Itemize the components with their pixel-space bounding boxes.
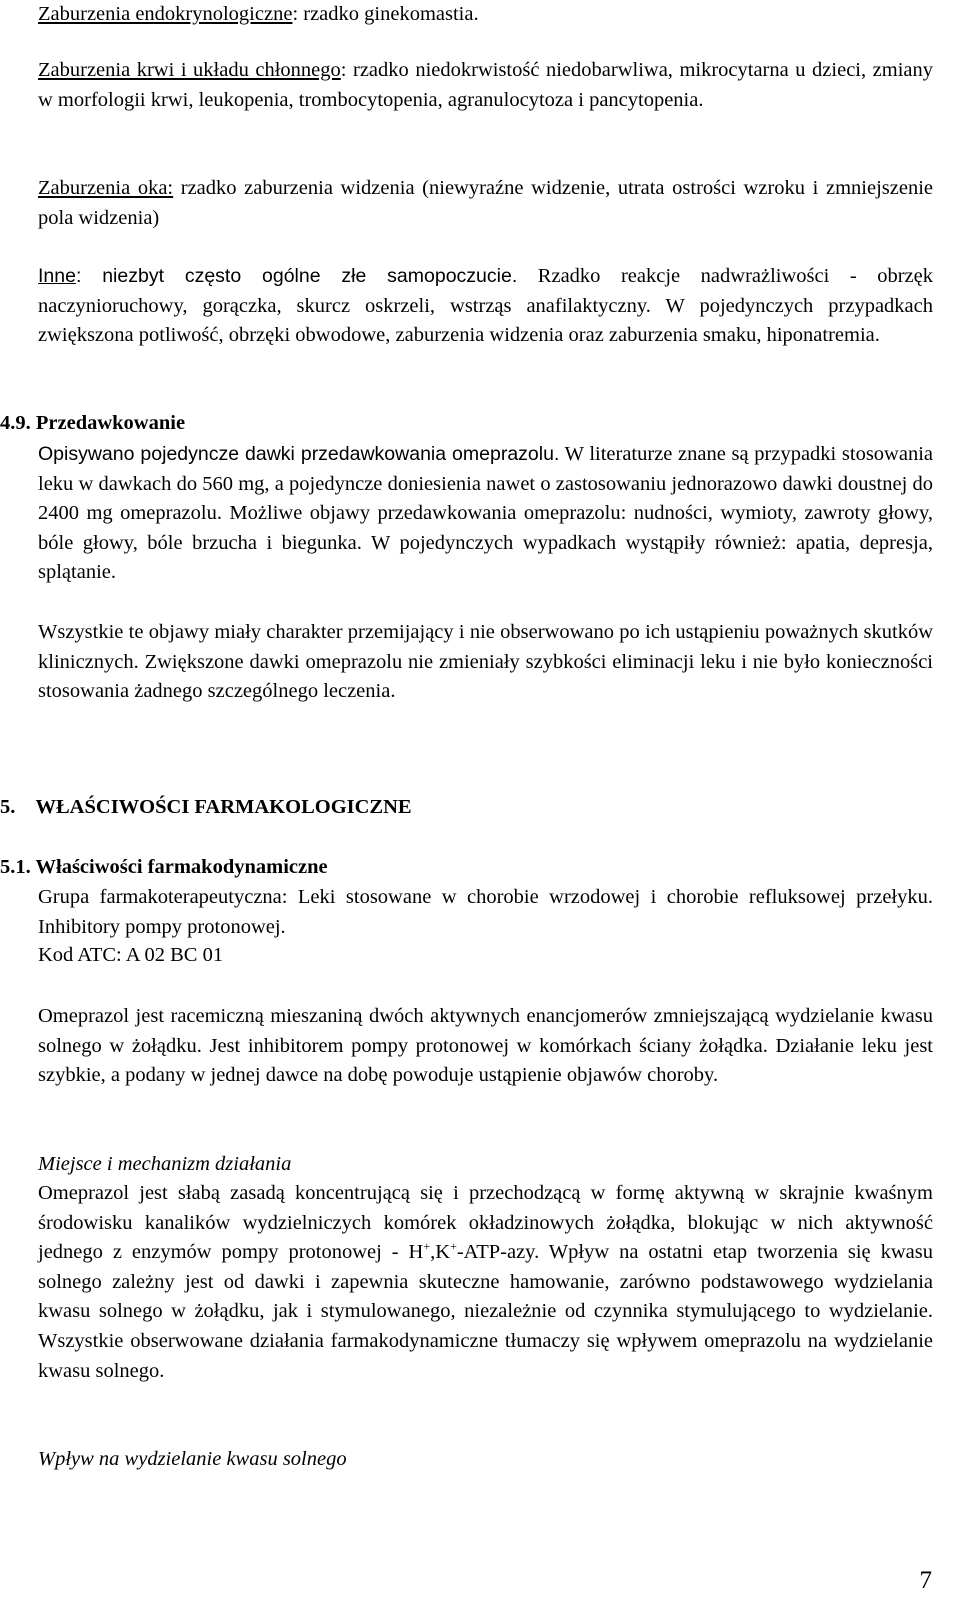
heading-pharmacodynamics: 5.1. Właściwości farmakodynamiczne (0, 856, 328, 878)
heading-pharmacological-properties: 5. WŁAŚCIWOŚCI FARMAKOLOGICZNE (0, 796, 412, 818)
mechanism-comma: ,K (430, 1241, 451, 1264)
mechanism-text-b: -ATP-azy. Wpływ na ostatni etap tworzenia się kwasu solnego zależny jest od dawki i zapewnia skuteczne hamowanie, zarówno podstawowego wydzielania kwasu solnego w żołądku, jak i stymulowanego, niezależnie od czynnika stymulującego to wydzielanie. Wszystkie obserwowane działania farmakodynamiczne tłumaczy się wpływem omeprazolu na wydzielanie kwasu solnego. (38, 1241, 933, 1382)
eye-text: rzadko zaburzenia widzenia (niewyraźne widzenie, utrata ostrości wzroku i zmniejszenie pola widzenia) (38, 177, 933, 229)
paragraph-omeprazole-intro: Omeprazol jest racemiczną mieszaniną dwóch aktywnych enancjomerów zmniejszającą wydzielanie kwasu solnego w żołądku. Jest inhibitorem pompy protonowej w komórkach ściany żołądka. Działanie leku jest szybkie, a podany w jednej dawce na dobę powoduje ustąpienie objawów choroby. (38, 1005, 933, 1087)
blood-label: Zaburzenia krwi i układu chłonnego (38, 59, 341, 81)
paragraph-eye (38, 174, 933, 233)
paragraph-overdose-2: Wszystkie te objawy miały charakter przemijający i nie obserwowano po ich ustąpieniu poważnych skutków klinicznych. Zwiększone dawki omeprazolu nie zmieniały szybkości eliminacji leku i nie było konieczności stosowania żadnego szczególnego leczenia. (38, 621, 933, 703)
other-text: : niezbyt często ogólne złe samopoczucie. (75, 265, 518, 287)
paragraph-blood (38, 56, 933, 115)
heading-mechanism: Miejsce i mechanizm działania (38, 1153, 292, 1175)
atc-code: Kod ATC: A 02 BC 01 (38, 944, 224, 966)
paragraph-pharmacotherapeutic-group: Grupa farmakoterapeutyczna: Leki stosowane w chorobie wrzodowej i chorobie refluksowej przełyku. Inhibitory pompy protonowej. (38, 886, 933, 938)
blood-text: : rzadko niedokrwistość niedobarwliwa, mikrocytarna u dzieci, zmiany w morfologii krwi, leukopenia, trombocytopenia, agranulocytoza i pancytopenia. (38, 59, 933, 111)
other-label: Inne (38, 265, 76, 287)
paragraph-mechanism (38, 1179, 933, 1386)
proton-sup-2: + (450, 1239, 457, 1254)
overdose-text-b: W literaturze znane są przypadki stosowania leku w dawkach do 560 mg, a pojedyncze doniesienia nawet o zastosowaniu jednorazowo dawki doustnej do 2400 mg omeprazolu. Możliwe objawy przedawkowania omeprazolu: nudności, wymioty, zawroty głowy, bóle głowy, bóle brzucha i biegunka. W pojedynczych wypadkach wystąpiły również: apatia, depresja, splątanie. (38, 443, 934, 584)
eye-label: Zaburzenia oka: (38, 177, 174, 199)
paragraph-endocrine (38, 0, 933, 30)
other-text-2: Rzadko reakcje nadwrażliwości - obrzęk naczynioruchowy, gorączka, skurcz oskrzeli, wstrząs anafilaktyczny. W pojedynczych przypadkach zwiększona potliwość, obrzęki obwodowe, zaburzenia widzenia oraz zaburzenia smaku, hiponatremia. (38, 265, 933, 347)
mechanism-text-a: Omeprazol jest słabą zasadą koncentrującą się i przechodzącą w formę aktywną w skrajnie kwaśnym środowisku kanalików wydzielniczych komórek okładzinowych żołądka, blokując w nich aktywność jednego z enzymów pompy protonowej - H (38, 1182, 933, 1264)
heading-acid-secretion: Wpływ na wydzielanie kwasu solnego (38, 1448, 347, 1470)
paragraph-overdose-1 (38, 440, 933, 588)
overdose-text-a: Opisywano pojedyncze dawki przedawkowania omeprazolu. (38, 443, 560, 465)
proton-sup-1: + (423, 1239, 431, 1254)
page-number: 7 (919, 1567, 932, 1594)
endocrine-text: : rzadko ginekomastia. (292, 3, 479, 25)
paragraph-other (38, 262, 933, 351)
heading-overdose: 4.9. Przedawkowanie (0, 412, 186, 434)
endocrine-label: Zaburzenia endokrynologiczne (38, 3, 293, 25)
